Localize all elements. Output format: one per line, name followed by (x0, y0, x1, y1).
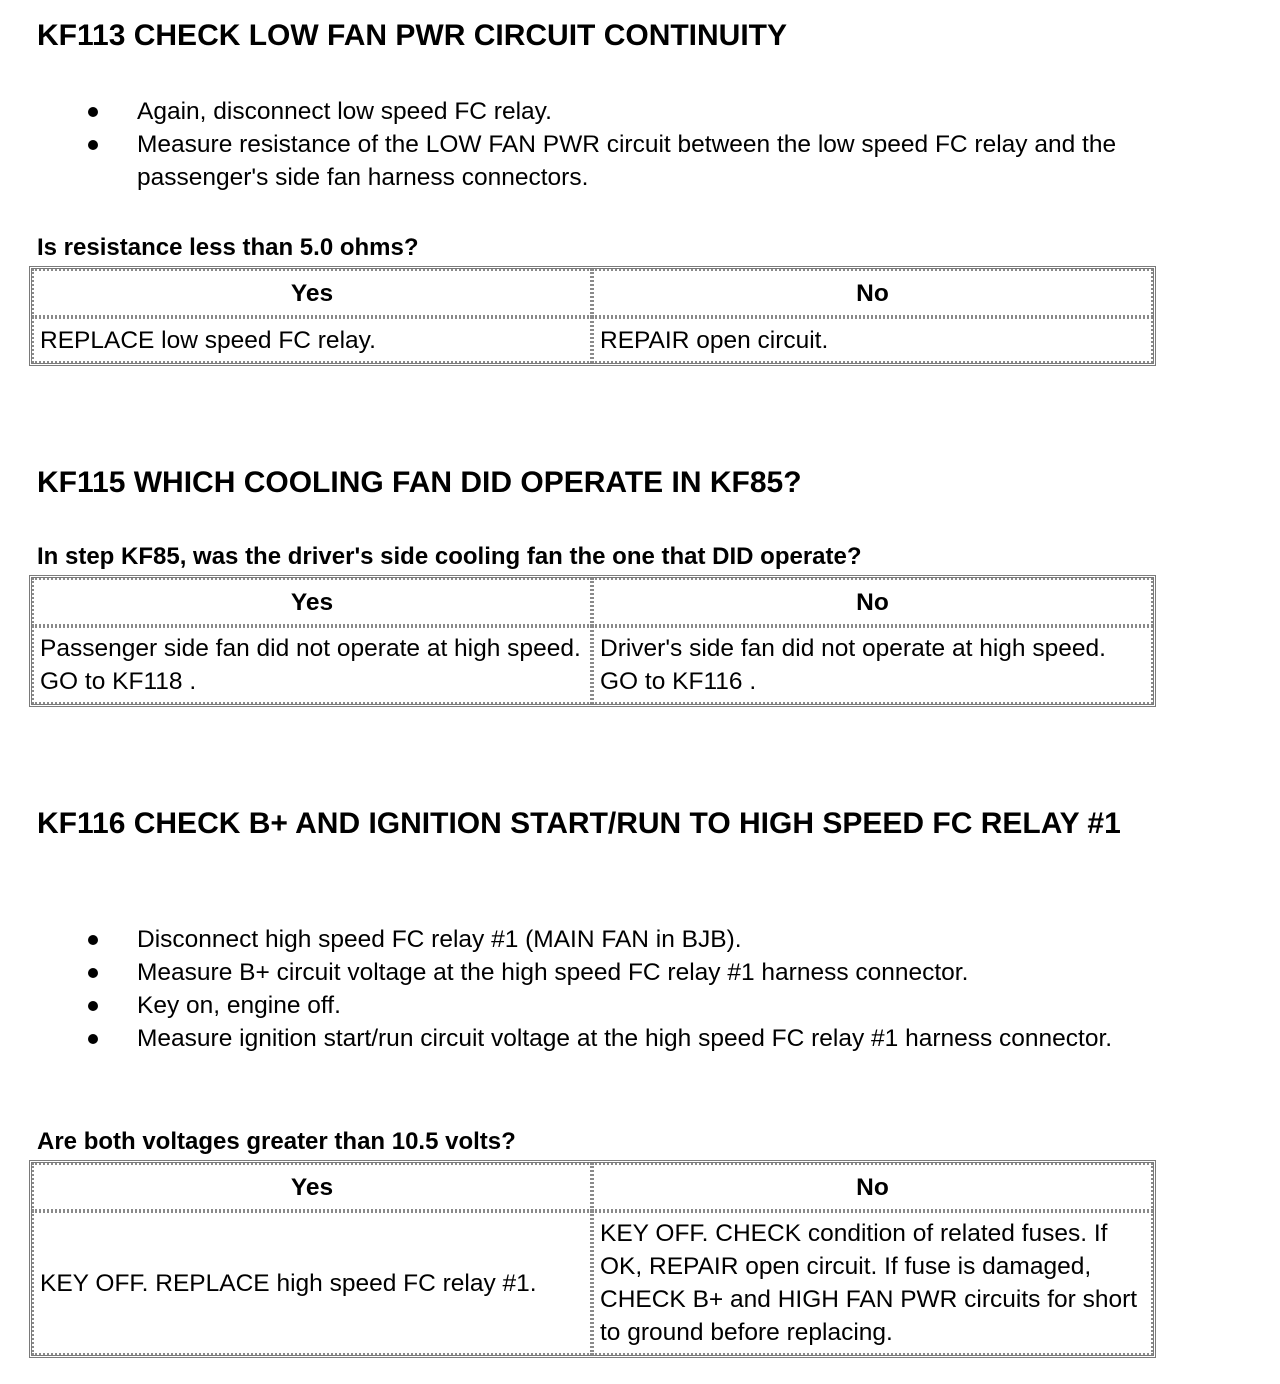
decision-table-kf113 (29, 266, 1156, 366)
instruction-text: Key on, engine off. (137, 992, 341, 1019)
table-header-row (32, 578, 1153, 626)
yes-header: Yes (32, 269, 592, 317)
bullet-icon (88, 968, 98, 978)
list-item (0, 923, 1250, 956)
step-heading-kf115: KF115 WHICH COOLING FAN DID OPERATE IN KF85? (37, 466, 802, 499)
no-header: No (592, 269, 1153, 317)
list-item (0, 128, 1250, 194)
question-kf113: Is resistance less than 5.0 ohms? (37, 234, 419, 261)
yes-action: Passenger side fan did not operate at high speed. GO to KF118 . (32, 626, 592, 704)
list-item (0, 95, 1250, 128)
bullet-icon (88, 1034, 98, 1044)
table-row (32, 1211, 1153, 1355)
instruction-text: Measure resistance of the LOW FAN PWR circuit between the low speed FC relay and the passenger's side fan harness connectors. (137, 131, 1117, 191)
question-kf116: Are both voltages greater than 10.5 volts? (37, 1128, 516, 1155)
yes-header: Yes (32, 578, 592, 626)
table-header-row (32, 1163, 1153, 1211)
list-item (0, 989, 1250, 1022)
bullet-icon (88, 1001, 98, 1011)
table-header-row (32, 269, 1153, 317)
decision-table-kf115 (29, 575, 1156, 707)
bullet-icon (88, 107, 98, 117)
step-heading-kf116: KF116 CHECK B+ AND IGNITION START/RUN TO HIGH SPEED FC RELAY #1 (37, 807, 1121, 840)
no-header: No (592, 1163, 1153, 1211)
table-row (32, 317, 1153, 363)
no-action: Driver's side fan did not operate at high speed. GO to KF116 . (592, 626, 1153, 704)
step-instructions-kf113 (0, 95, 1250, 194)
list-item (0, 1022, 1250, 1055)
instruction-text: Measure ignition start/run circuit voltage at the high speed FC relay #1 harness connector. (137, 1025, 1113, 1052)
decision-table-kf116 (29, 1160, 1156, 1358)
instruction-text: Disconnect high speed FC relay #1 (MAIN FAN in BJB). (137, 926, 742, 953)
yes-action: KEY OFF. REPLACE high speed FC relay #1. (32, 1211, 592, 1355)
no-header: No (592, 578, 1153, 626)
yes-action: REPLACE low speed FC relay. (32, 317, 592, 363)
instruction-text: Measure B+ circuit voltage at the high speed FC relay #1 harness connector. (137, 959, 969, 986)
step-heading-kf113: KF113 CHECK LOW FAN PWR CIRCUIT CONTINUITY (37, 19, 788, 52)
no-action: REPAIR open circuit. (592, 317, 1153, 363)
question-kf115: In step KF85, was the driver's side cooling fan the one that DID operate? (37, 543, 862, 570)
instruction-text: Again, disconnect low speed FC relay. (137, 98, 552, 125)
yes-header: Yes (32, 1163, 592, 1211)
list-item (0, 956, 1250, 989)
bullet-icon (88, 140, 98, 150)
bullet-icon (88, 935, 98, 945)
table-row (32, 626, 1153, 704)
step-instructions-kf116 (0, 923, 1250, 1055)
no-action: KEY OFF. CHECK condition of related fuses. If OK, REPAIR open circuit. If fuse is damaged, CHECK B+ and HIGH FAN PWR circuits for short to ground before replacing. (592, 1211, 1153, 1355)
